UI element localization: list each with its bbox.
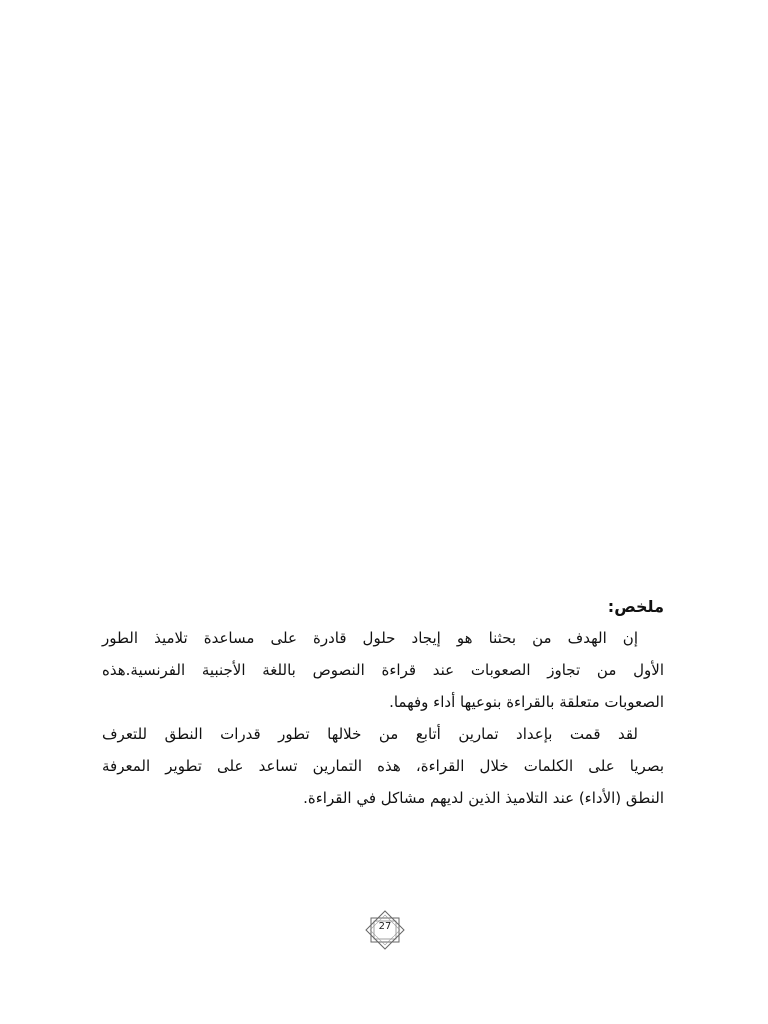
paragraph-line: النطق (الأداء) عند التلاميذ الذين لديهم مشاكل في القراءة.: [303, 789, 664, 807]
abstract-paragraph-2: [102, 718, 664, 814]
page-number: 27: [378, 921, 392, 932]
abstract-title: ملخص:: [607, 597, 664, 616]
paragraph-line: الأول من تجاوز الصعوبات عند قراءة النصوص باللغة الأجنبية الفرنسية.هذه: [102, 661, 664, 679]
paragraph-line: الصعوبات متعلقة بالقراءة بنوعيها أداء وفهما.: [389, 693, 664, 711]
abstract-paragraph-1: [102, 622, 664, 718]
paragraph-line: إن الهدف من بحثنا هو إيجاد حلول قادرة على مساعدة تلاميذ الطور: [102, 629, 638, 647]
page-number-badge: [362, 910, 408, 950]
paragraph-line: لقد قمت بإعداد تمارين أتابع من خلالها تطور قدرات النطق للتعرف: [102, 725, 638, 743]
abstract-section: [102, 592, 664, 814]
paragraph-line: بصريا على الكلمات خلال القراءة، هذه التمارين تساعد على تطوير المعرفة: [102, 757, 664, 775]
